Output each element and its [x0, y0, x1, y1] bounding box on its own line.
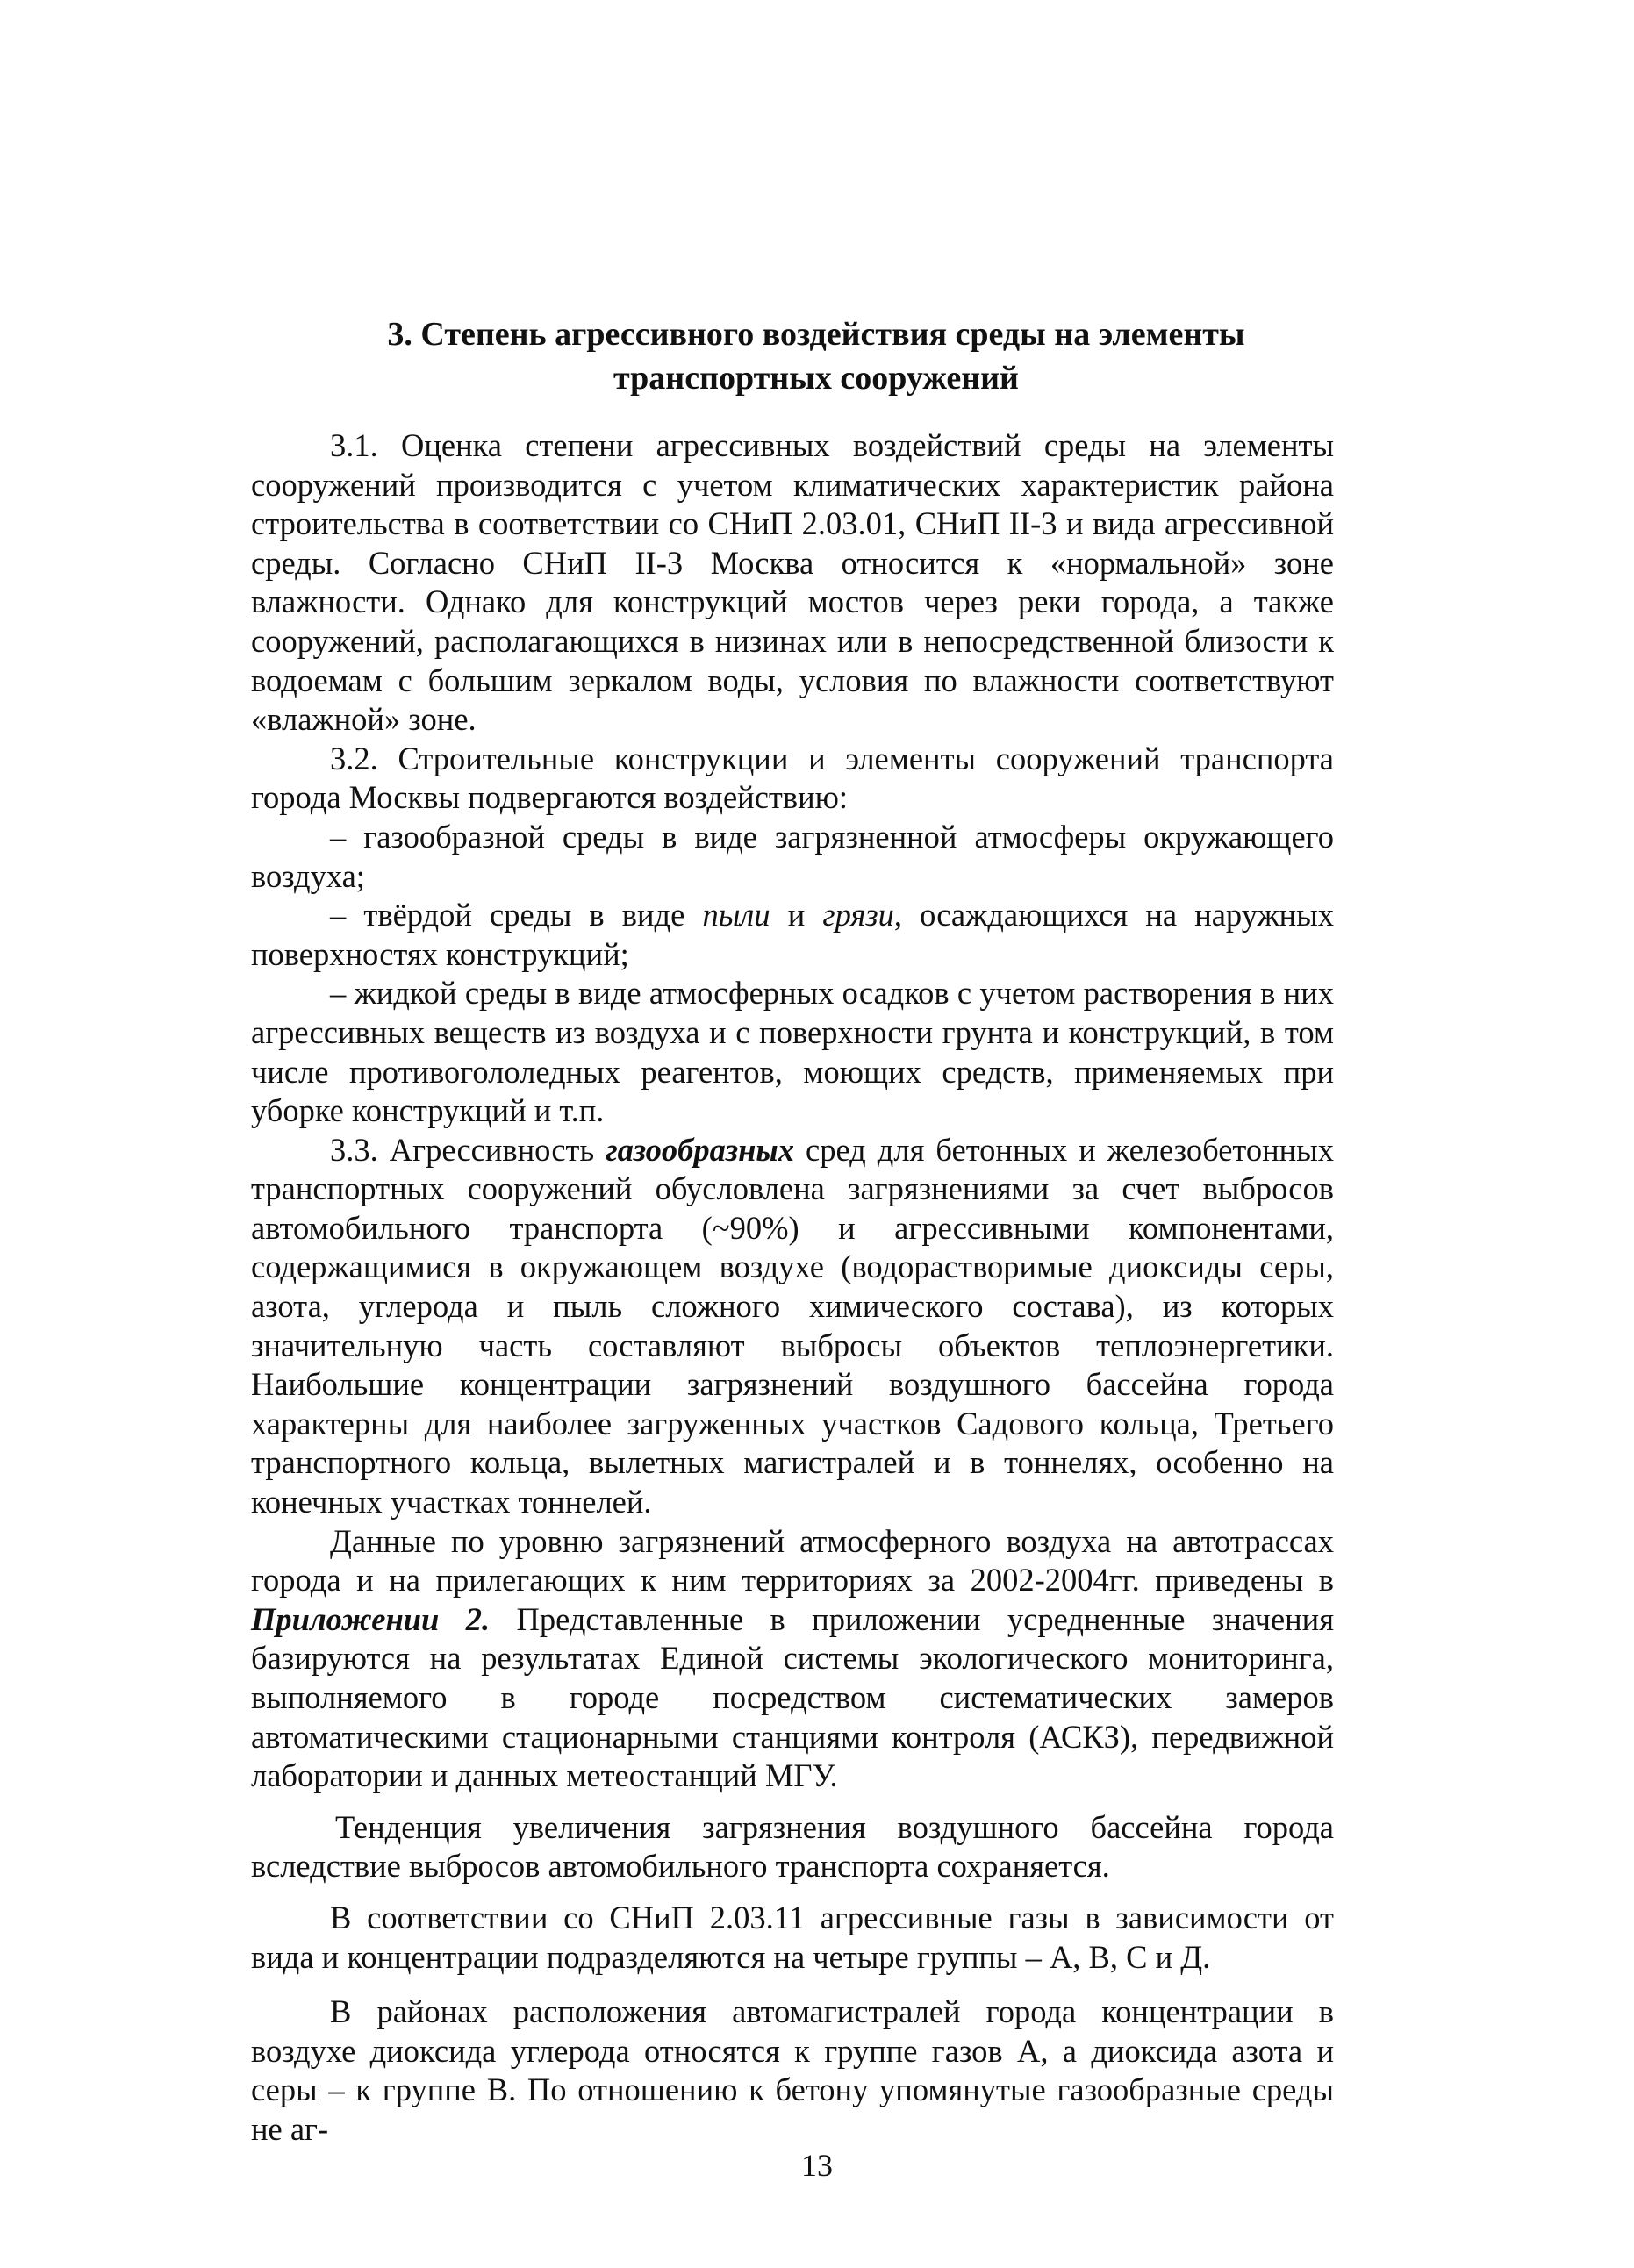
paragraph-3-3	[251, 1131, 1334, 1522]
list-item-solid-text-3: , осаждающихся на наружных поверхностях конструкций;	[251, 897, 1334, 972]
paragraph-highways: В районах расположения автомагистралей города концентрации в воздухе диоксида углерода относятся к группе газов А, а диоксида азота и серы – к группе В. По отношению к бетону упомянутые газообразные среды не аг-	[251, 1993, 1334, 2147]
appendix-reference: Приложении 2.	[251, 1600, 491, 1637]
paragraph-3-2: 3.2. Строительные конструкции и элементы сооружений транспорта города Москвы подвергаются воздействию:	[251, 740, 1334, 816]
list-item-liquid: – жидкой среды в виде атмосферных осадков с учетом растворения в них агрессивных веществ из воздуха и с поверхности грунта и конструкций, в том числе противогололедных реагентов, моющих средств, применяемых при уборке конструкций и т.п.	[251, 975, 1334, 1129]
list-item-solid-text-2: и	[770, 897, 823, 934]
list-item-gaseous: – газообразной среды в виде загрязненной атмосферы окружающего воздуха;	[251, 818, 1334, 894]
emphasis-dirt: грязи	[822, 897, 894, 934]
section-heading-line-2: транспортных сооружений	[613, 360, 1019, 397]
paragraph-3-3-text-1: 3.3. Агрессивность	[330, 1131, 606, 1168]
page-number: 13	[801, 2148, 833, 2183]
list-item-solid-text-1: – твёрдой среды в виде	[330, 897, 703, 934]
paragraph-gas-groups: В соответствии со СНиП 2.03.11 агрессивные газы в зависимости от вида и концентрации подразделяются на четыре группы – А, В, С и Д.	[251, 1899, 1334, 1975]
list-item-solid	[251, 896, 1334, 974]
paragraph-3-3-text-2: сред для бетонных и железобетонных транспортных сооружений обусловлена загрязнениями за счет выбросов автомобильного транспорта (~90%) и агрессивными компонентами, содержащимися в окружающем воздухе (водорастворимые диоксиды серы, азота, углерода и пыль сложного химического состава), из которых значительную часть составляют выбросы объектов теплоэнергетики. Наибольшие концентрации загрязнений воздушного бассейна города характерны для наиболее загруженных участков Садового кольца, Третьего транспортного кольца, вылетных магистралей и в тоннелях, особенно на конечных участках тоннелей.	[251, 1131, 1334, 1520]
paragraph-pollution-data-text-2: Представленные в приложении усредненные значения базируются на результатах Единой системы экологического мониторинга, выполняемого в городе посредством систематических замеров автоматическими стационарными станциями контроля (АСКЗ), передвижной лаборатории и данных метеостанций МГУ.	[251, 1600, 1334, 1794]
emphasis-dust: пыли	[702, 897, 770, 934]
section-heading-line-1: 3. Степень агрессивного воздействия среды на элементы	[387, 316, 1245, 353]
emphasis-gaseous: газообразных	[606, 1131, 794, 1168]
section-body	[251, 426, 1334, 2150]
paragraph-pollution-data-text-1: Данные по уровню загрязнений атмосферного воздуха на автотрассах города и на прилегающих к ним территориях за 2002-2004гг. приведены в	[251, 1522, 1334, 1599]
section-heading	[246, 312, 1387, 400]
paragraph-3-1: 3.1. Оценка степени агрессивных воздействий среды на элементы сооружений производится с учетом климатических характеристик района строительства в соответствии со СНиП 2.03.01, СНиП II-3 и вида агрессивной среды. Согласно СНиП II-3 Москва относится к «нормальной» зоне влажности. Однако для конструкций мостов через реки города, а также сооружений, располагающихся в низинах или в непосредственной близости к водоемам с большим зеркалом воды, условия по влажности соответствуют «влажной» зоне.	[251, 427, 1334, 738]
paragraph-pollution-data	[251, 1522, 1334, 1796]
paragraph-tendency: Тенденция увеличения загрязнения воздушного бассейна города вследствие выбросов автомобильного транспорта сохраняется.	[251, 1808, 1334, 1885]
